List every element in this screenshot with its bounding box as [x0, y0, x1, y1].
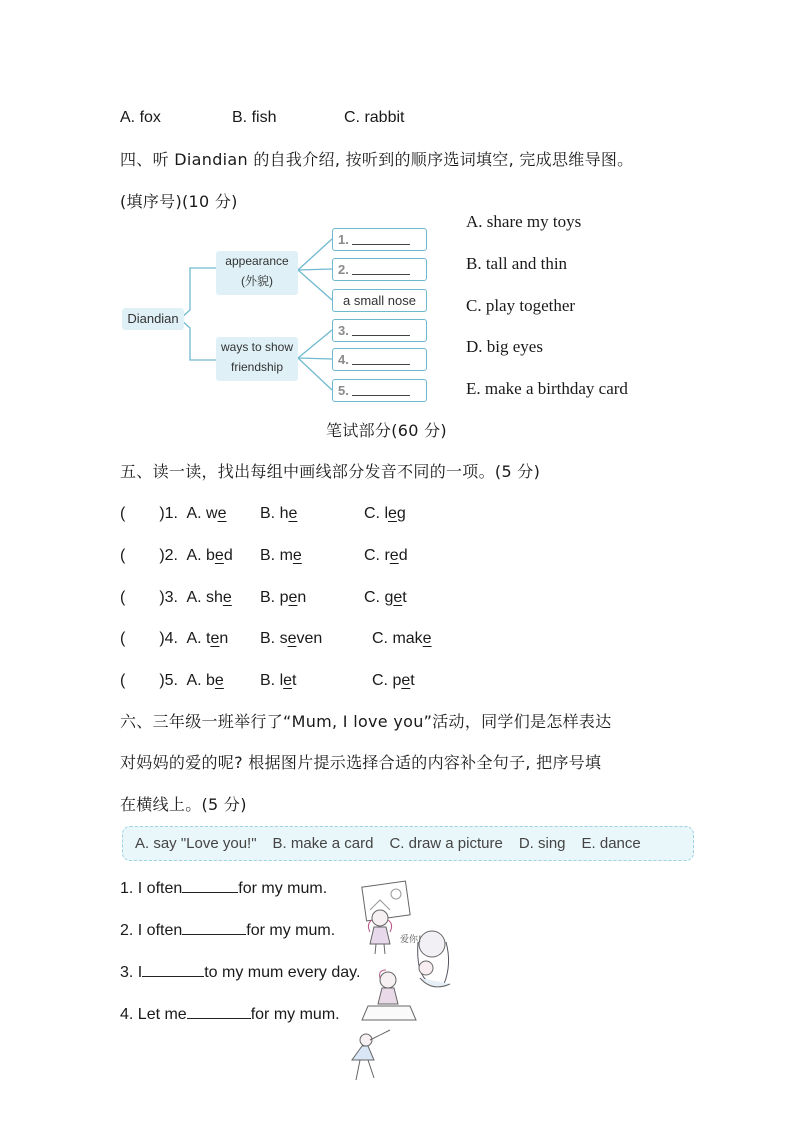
mind-map-item-nose [332, 289, 427, 312]
row-number: )5. [159, 672, 178, 689]
written-section-header: 笔试部分(60 分) [326, 421, 447, 440]
q6-illustration [340, 880, 470, 1090]
q6-sentence-3: 3. I to my mum every day. [120, 964, 361, 981]
answer-paren[interactable]: ( [120, 505, 126, 522]
blank-number: 1. [338, 232, 349, 247]
choice-b: B. tall and thin [466, 254, 568, 273]
q6-sentence-4: 4. Let me for my mum. [120, 1006, 340, 1023]
blank-line [352, 234, 410, 245]
category-appearance-label: appearance [225, 254, 289, 268]
q6-option-e: E. dance [581, 835, 641, 852]
item-text: a small nose [343, 293, 416, 308]
q4-title: 四、听 Diandian 的自我介绍, 按听到的顺序选词填空, 完成思维导图。 [120, 150, 634, 169]
answer-blank[interactable] [182, 878, 238, 893]
q5-row: ( )3. A. she [120, 589, 232, 606]
q5-option-b: B. pen [260, 589, 307, 606]
row-number: )2. [159, 547, 178, 564]
q4-subtitle: (填序号)(10 分) [120, 192, 238, 211]
q6-title-line-2: 对妈妈的爱的呢? 根据图片提示选择合适的内容补全句子, 把序号填 [120, 753, 602, 772]
mind-map-category-appearance [216, 251, 298, 295]
mind-map-blank-2[interactable] [332, 258, 427, 281]
q3-option-c: C. rabbit [344, 109, 405, 126]
mind-map-blank-1[interactable] [332, 228, 427, 251]
mind-map-category-friendship [216, 337, 298, 381]
blank-line [352, 264, 410, 275]
mind-map-root: Diandian [122, 308, 184, 330]
q5-option-b: B. seven [260, 630, 323, 647]
choice-a: A. share my toys [466, 212, 582, 231]
q6-option-d: D. sing [518, 835, 566, 852]
blank-number: 2. [338, 262, 349, 277]
q5-option-c: C. red [364, 547, 408, 564]
row-number: )1. [159, 505, 178, 522]
q3-option-b: B. fish [232, 109, 277, 126]
category-friendship-label-2: friendship [230, 360, 284, 374]
q6-title-line-3: 在横线上。(5 分) [120, 795, 247, 814]
q6-option-b: B. make a card [272, 835, 374, 852]
mind-map-blank-5[interactable] [332, 379, 427, 402]
blank-number: 5. [338, 383, 349, 398]
choice-d: D. big eyes [466, 337, 543, 356]
q5-option-c: C. pet [372, 672, 415, 689]
speech-bubble-text: 爱你! [400, 935, 422, 945]
row-number: )3. [159, 589, 178, 606]
q5-option-b: B. he [260, 505, 298, 522]
category-appearance-cn: (外貌) [241, 274, 273, 288]
blank-number: 3. [338, 323, 349, 338]
answer-blank[interactable] [182, 920, 246, 935]
mind-map-blank-4[interactable] [332, 348, 427, 371]
answer-paren[interactable]: ( [120, 547, 126, 564]
blank-line [352, 325, 410, 336]
answer-blank[interactable] [187, 1004, 251, 1019]
mind-map-blank-3[interactable] [332, 319, 427, 342]
q6-title-line-1: 六、三年级一班举行了“Mum, I love you”活动，同学们是怎样表达 [120, 712, 612, 731]
q5-row: ( )4. A. ten [120, 630, 229, 647]
q5-title: 五、读一读，找出每组中画线部分发音不同的一项。(5 分) [120, 462, 541, 481]
q6-sentence-1: 1. I often for my mum. [120, 880, 328, 897]
q6-option-a: A. say "Love you!" [135, 835, 257, 852]
answer-paren[interactable]: ( [120, 630, 126, 647]
blank-line [352, 385, 410, 396]
q6-options-bar [122, 826, 694, 861]
blank-line [352, 354, 410, 365]
q6-sentence-2: 2. I often for my mum. [120, 922, 336, 939]
category-friendship-label: ways to show [220, 340, 294, 354]
q5-option-c: C. make [372, 630, 432, 647]
q5-option-c: C. leg [364, 505, 406, 522]
choice-e: E. make a birthday card [466, 379, 628, 398]
answer-paren[interactable]: ( [120, 589, 126, 606]
q5-row: ( )2. A. bed [120, 547, 233, 564]
q5-row: ( )5. A. be [120, 672, 224, 689]
q5-row: ( )1. A. we [120, 505, 227, 522]
answer-blank[interactable] [142, 962, 204, 977]
blank-number: 4. [338, 352, 349, 367]
answer-paren[interactable]: ( [120, 672, 126, 689]
q5-option-c: C. get [364, 589, 407, 606]
row-number: )4. [159, 630, 178, 647]
q3-option-a: A. fox [120, 109, 161, 126]
q6-option-c: C. draw a picture [389, 835, 503, 852]
choice-c: C. play together [466, 296, 576, 315]
q5-option-b: B. let [260, 672, 297, 689]
q5-option-b: B. me [260, 547, 302, 564]
